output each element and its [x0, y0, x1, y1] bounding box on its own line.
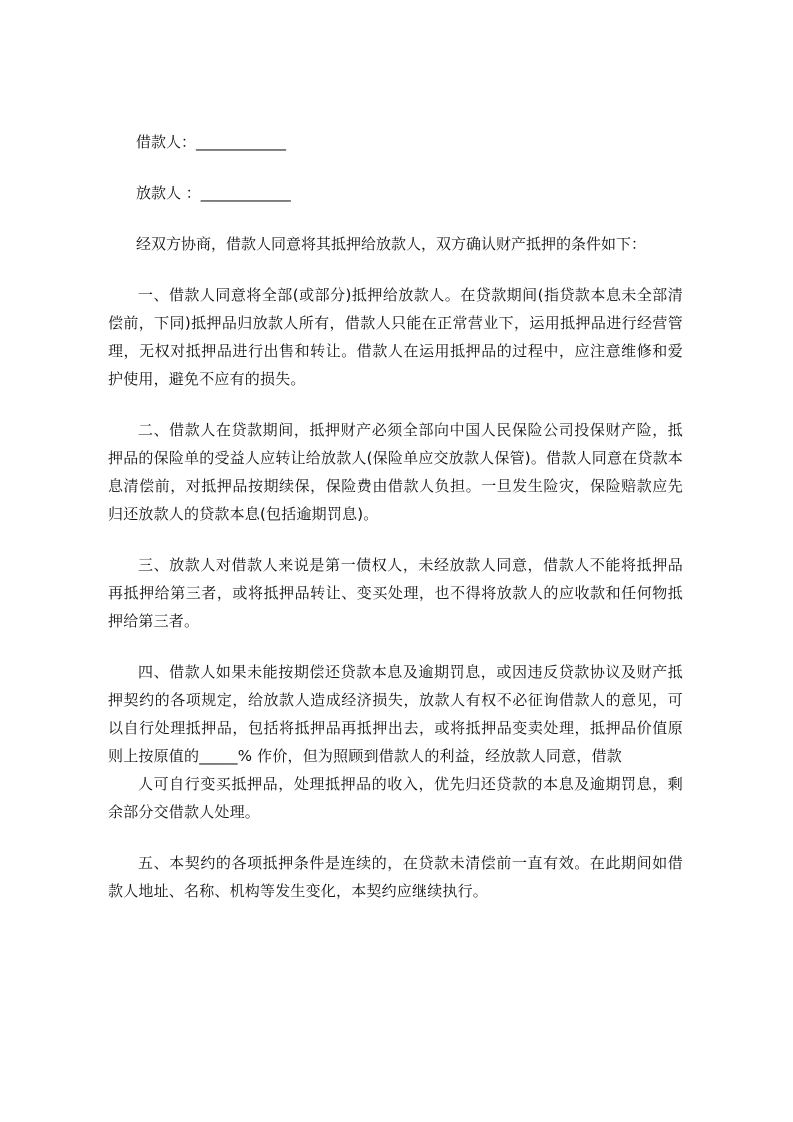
clause-4: 四、借款人如果未能按期偿还贷款本息及逾期罚息，或因违反贷款协议及财产抵押契约的各项规定，给放款人造成经济损失，放款人有权不必征询借款人的意见，可以自行处理抵押品，包括将抵押品再抵押出去，或将抵押品变卖处理，抵押品价值原则上按原值的_____% 作价，但为照顾到借款人的利益，经放款人同意，借款	[108, 663, 683, 765]
clause-1: 一、借款人同意将全部(或部分)抵押给放款人。在贷款期间(指贷款本息未全部清偿前，下同)抵押品归放款人所有，借款人只能在正常营业下，运用抵押品进行经营管理，无权对抵押品进行出售和转让。借款人在运用抵押品的过程中，应注意维修和爱护使用，避免不应有的损失。	[108, 286, 683, 388]
clause-2: 二、借款人在贷款期间，抵押财产必须全部向中国人民保险公司投保财产险，抵押品的保险单的受益人应转让给放款人(保险单应交放款人保管)。借款人同意在贷款本息清偿前，对抵押品按期续保，保险费由借款人负担。一旦发生险灾，保险赔款应先归还放款人的贷款本息(包括逾期罚息)。	[108, 421, 683, 523]
clause-4-continuation: 人可自行变买抵押品，处理抵押品的收入，优先归还贷款的本息及逾期罚息，剩余部分交借款人处理。	[108, 775, 683, 821]
clause-3: 三、放款人对借款人来说是第一债权人，未经放款人同意，借款人不能将抵押品再抵押给第三者，或将抵押品转让、变买处理，也不得将放款人的应收款和任何物抵押给第三者。	[108, 556, 683, 630]
lender-line: 放款人 ：____________	[136, 184, 291, 202]
borrower-line: 借款人：____________	[136, 133, 287, 151]
clause-5: 五、本契约的各项抵押条件是连续的，在贷款未清偿前一直有效。在此期间如借款人地址、名称、机构等发生变化，本契约应继续执行。	[108, 854, 683, 900]
document-body	[108, 128, 683, 905]
intro-paragraph: 经双方协商，借款人同意将其抵押给放款人，双方确认财产抵押的条件如下：	[136, 235, 647, 253]
